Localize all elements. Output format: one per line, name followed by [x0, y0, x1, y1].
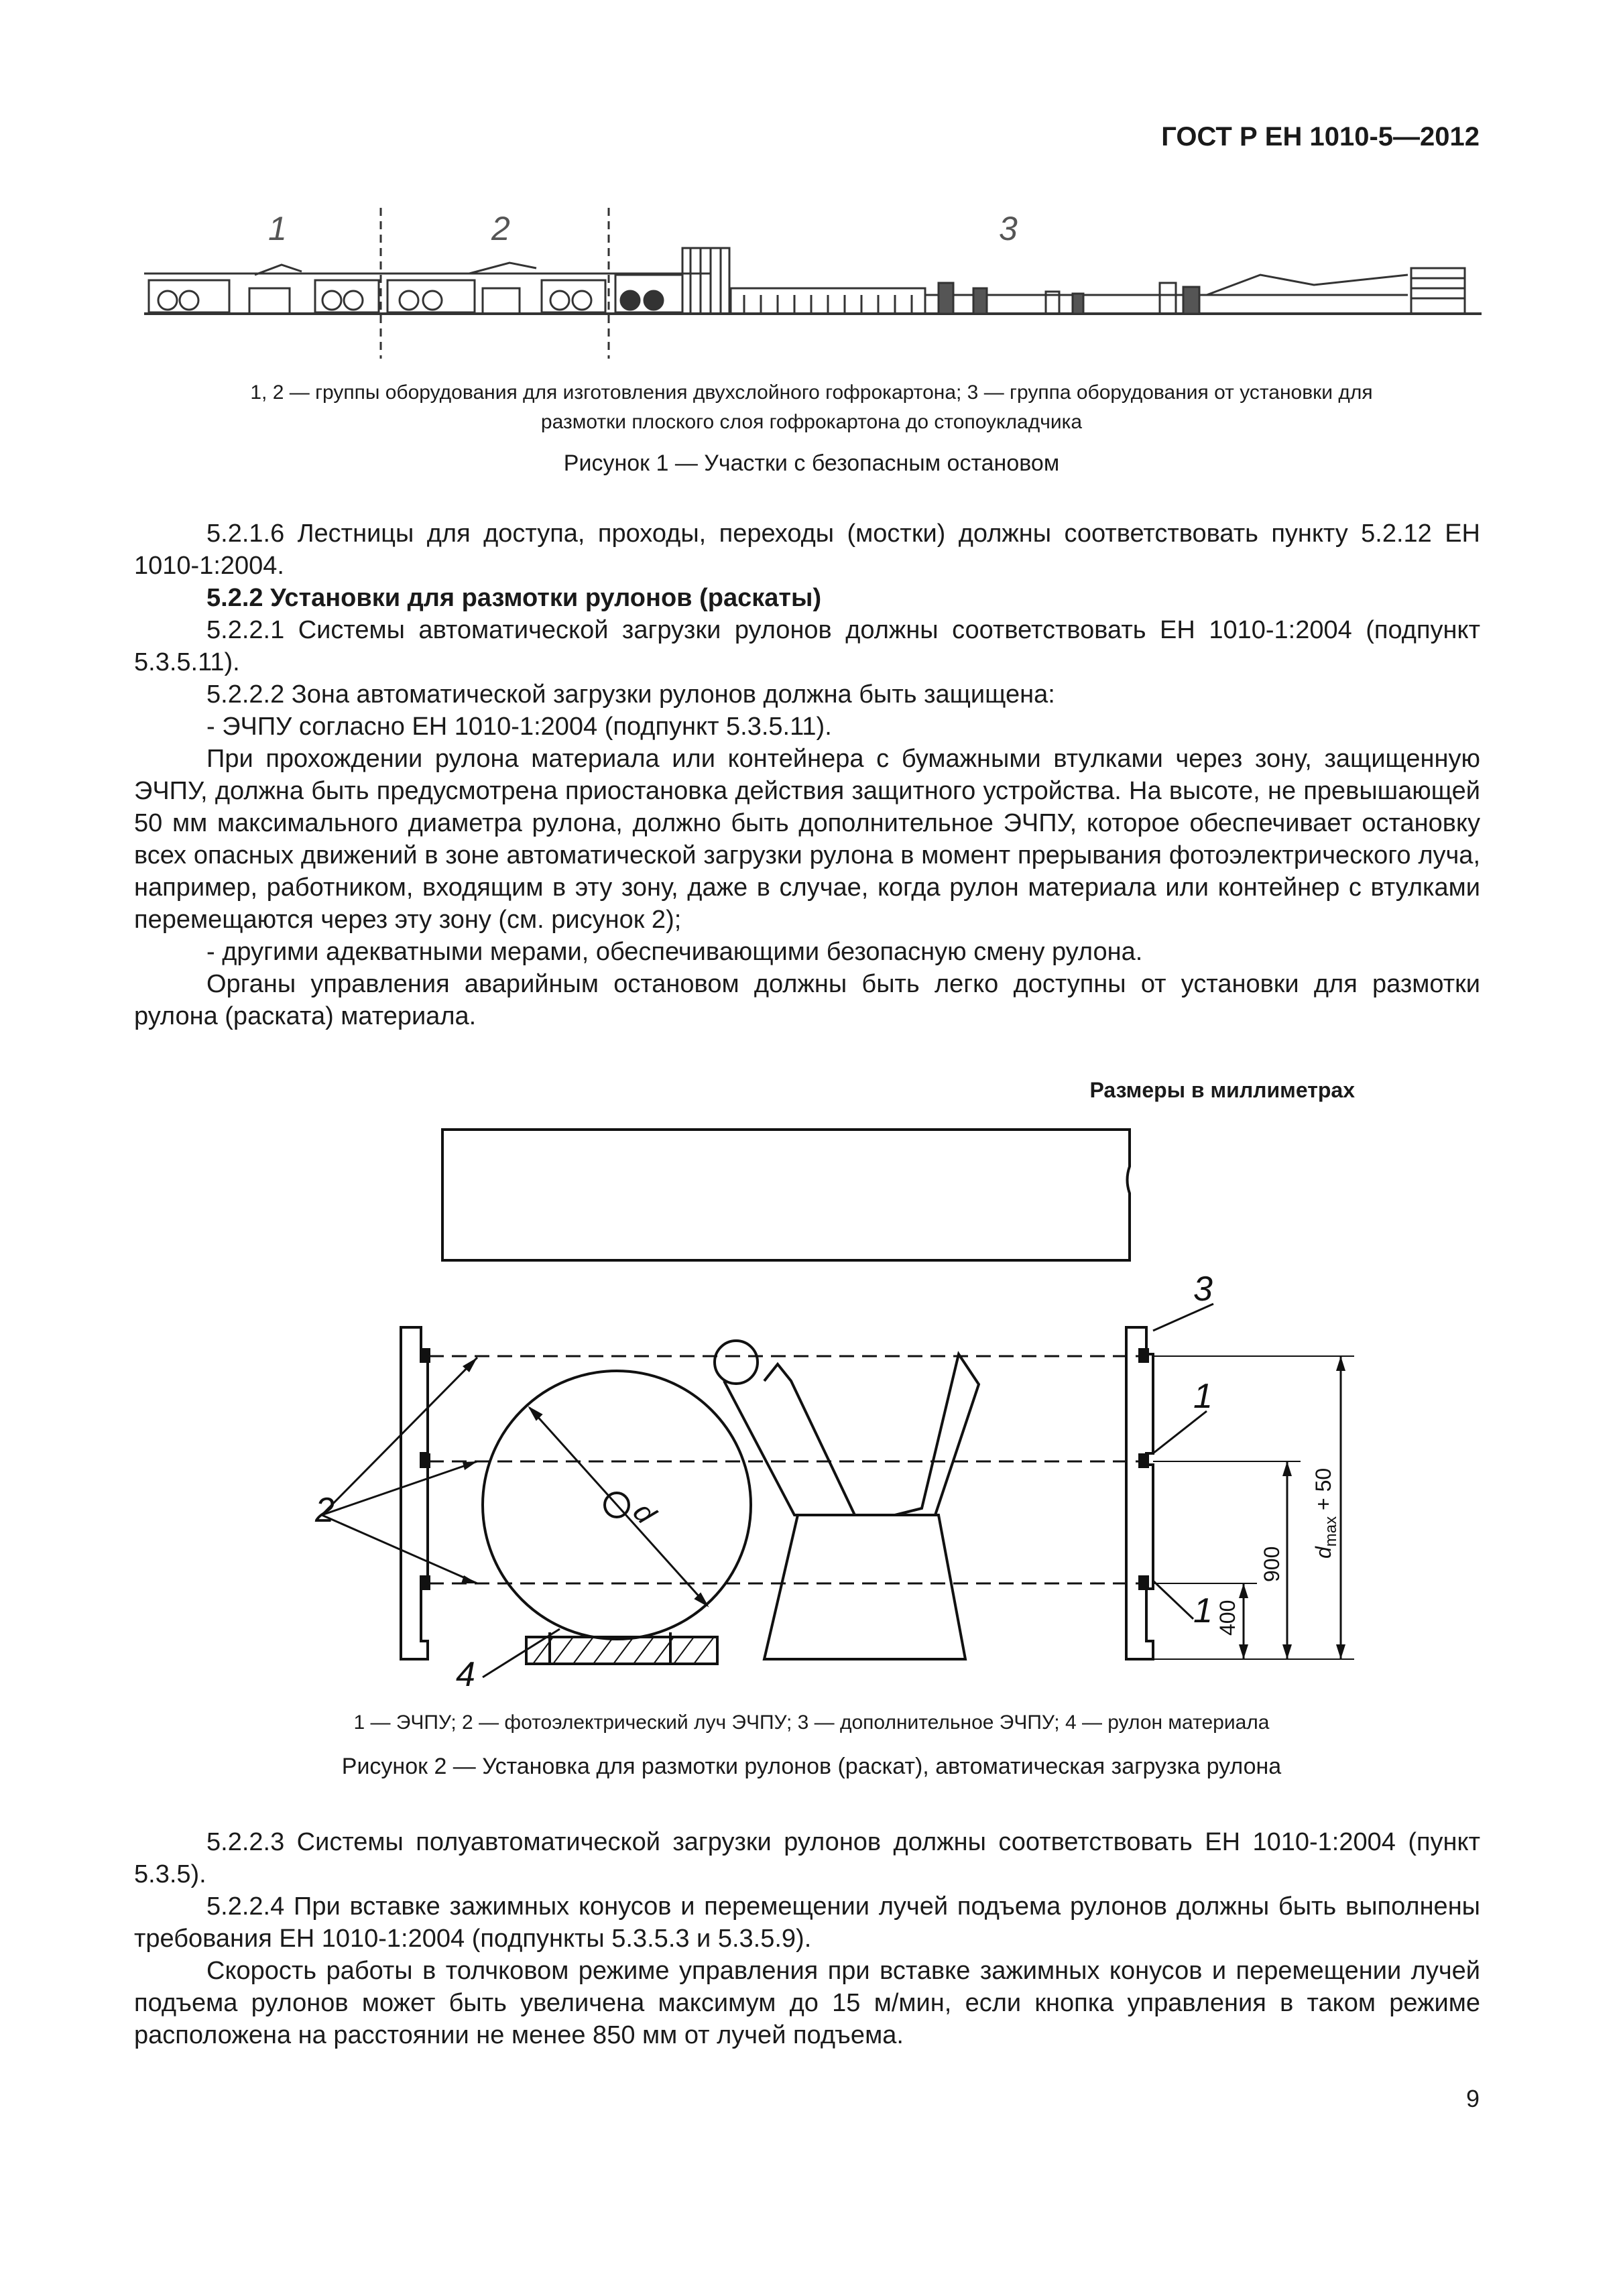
zone-label-1: 1: [268, 210, 287, 247]
body-section-2: [134, 1826, 1480, 2051]
label-4: 4: [456, 1655, 475, 1694]
preheater-tower: [615, 248, 729, 314]
label-2: 2: [315, 1491, 335, 1530]
dim-text-400: 400: [1215, 1599, 1240, 1636]
paragraph-5-2-2-2: 5.2.2.2 Зона автоматической загрузки рулонов должна быть защищена:: [206, 680, 1055, 709]
double-backer: [731, 288, 925, 314]
heading-5-2-2: 5.2.2 Установки для размотки рулонов (раскаты): [206, 584, 822, 612]
sensor-top-left: [421, 1349, 429, 1362]
body-section-1: [134, 518, 1480, 1032]
sensor-mid-left: [421, 1455, 429, 1467]
sensor-low-left: [421, 1577, 429, 1589]
label-1-bottom: 1: [1193, 1591, 1213, 1630]
paragraph-5-2-1-6: 5.2.1.6 Лестницы для доступа, проходы, переходы (мостки) должны соответствовать пункту 5.2.12 ЕН 1010-1:2004.: [134, 520, 1480, 580]
units-note: Размеры в миллиметрах: [1089, 1078, 1355, 1102]
figure1-caption-line1: 1, 2 — группы оборудования для изготовления двухслойного гофрокартона; 3 — группа оборудования от установки для: [250, 381, 1373, 404]
stacker: [1411, 268, 1465, 314]
paragraph-emergency-stop: Органы управления аварийным остановом должны быть легко доступны от установки для размотки рулона (раската) материала.: [134, 970, 1480, 1030]
paragraph-5-2-2-4: 5.2.2.4 При вставке зажимных конусов и перемещении лучей подъема рулонов должны быть выполнены требования ЕН 1010-1:2004 (подпункты 5.3.5.3 и 5.3.5.9).: [134, 1892, 1480, 1953]
loader-arm-left: [724, 1364, 855, 1515]
figure1-drawing: [0, 0, 1623, 375]
dim-text-900: 900: [1260, 1546, 1284, 1582]
singlefacer-unit-2: [315, 280, 379, 312]
zone-label-3: 3: [999, 210, 1018, 247]
paragraph-5-2-2-1: 5.2.2.1 Системы автоматической загрузки рулонов должны соответствовать ЕН 1010-1:2004 (подпункт 5.3.5.11).: [134, 616, 1480, 676]
label-3: 3: [1193, 1270, 1213, 1309]
slitter-cutoff-section: [925, 275, 1408, 314]
roll-base: [526, 1637, 717, 1664]
paragraph-roll-passage: При прохождении рулона материала или контейнера с бумажными втулками через зону, защищенную ЭЧПУ, должна быть предусмотрена приостановка действия защитного устройства. На высоте, не превышающей 50 мм максимального диаметра рулона, должно быть дополнительное ЭЧПУ, которое обеспечивает остановку всех опасных движений в зоне автоматической загрузки рулона в момент прерывания фотоэлектрического луча, например, работником, входящим в эту зону, даже в случае, когда рулон материала или контейнер с втулками перемещаются через эту зону (см. рисунок 2);: [134, 745, 1480, 934]
figure2-title: Рисунок 2 — Установка для размотки рулонов (раскат), автоматическая загрузка рулона: [341, 1754, 1282, 1779]
left-sensor-column: [401, 1327, 428, 1659]
figure1-caption-line2: размотки плоского слоя гофрокартона до стопоукладчика: [540, 411, 1083, 433]
leader-4: [483, 1629, 560, 1677]
singlefacer-unit-3: [387, 263, 536, 314]
dim-text-dmax: $d_{max} + 50$: [1311, 1467, 1340, 1559]
loader-arm-right: [895, 1354, 979, 1515]
leader-1-bottom: [1153, 1581, 1193, 1619]
right-sensor-column: [1126, 1327, 1153, 1659]
singlefacer-unit-4: [542, 280, 605, 312]
zone-label-2: 2: [491, 210, 510, 247]
sensor-top-right: [1140, 1349, 1148, 1362]
loader-pivot: [715, 1341, 758, 1384]
singlefacer-unit-1: [149, 265, 302, 314]
leader-1-top: [1153, 1411, 1207, 1453]
sensor-low-right: [1140, 1577, 1148, 1589]
overhead-beam: [442, 1130, 1130, 1260]
figure1-title: Рисунок 1 — Участки с безопасным остановом: [563, 450, 1060, 476]
list-item-other-measures: - другими адекватными мерами, обеспечивающими безопасную смену рулона.: [206, 938, 1143, 966]
diameter-line: [530, 1408, 707, 1606]
paragraph-5-2-2-3: 5.2.2.3 Системы полуавтоматической загрузки рулонов должны соответствовать ЕН 1010-1:2004 (пункт 5.3.5).: [134, 1828, 1480, 1888]
figure2-caption: 1 — ЭЧПУ; 2 — фотоэлектрический луч ЭЧПУ; 3 — дополнительное ЭЧПУ; 4 — рулон материала: [353, 1711, 1270, 1734]
list-item-echpu: - ЭЧПУ согласно ЕН 1010-1:2004 (подпункт 5.3.5.11).: [206, 713, 832, 741]
page-number: 9: [1465, 2085, 1480, 2112]
sensor-mid-right: [1140, 1455, 1148, 1467]
label-1-top: 1: [1193, 1377, 1213, 1416]
figure2-drawing: [0, 1099, 1623, 1703]
label-d: d: [626, 1496, 662, 1530]
dimension-arrows: [461, 1356, 1345, 1659]
paragraph-jog-speed: Скорость работы в толчковом режиме управления при вставке зажимных конусов и перемещении лучей подъема рулонов может быть увеличена максимум до 15 м/мин, если кнопка управления в таком режиме расположена на расстоянии не менее 850 мм от лучей подъема.: [134, 1957, 1480, 2049]
document-header: ГОСТ Р ЕН 1010-5—2012: [1161, 122, 1480, 152]
loader-base: [764, 1515, 965, 1659]
